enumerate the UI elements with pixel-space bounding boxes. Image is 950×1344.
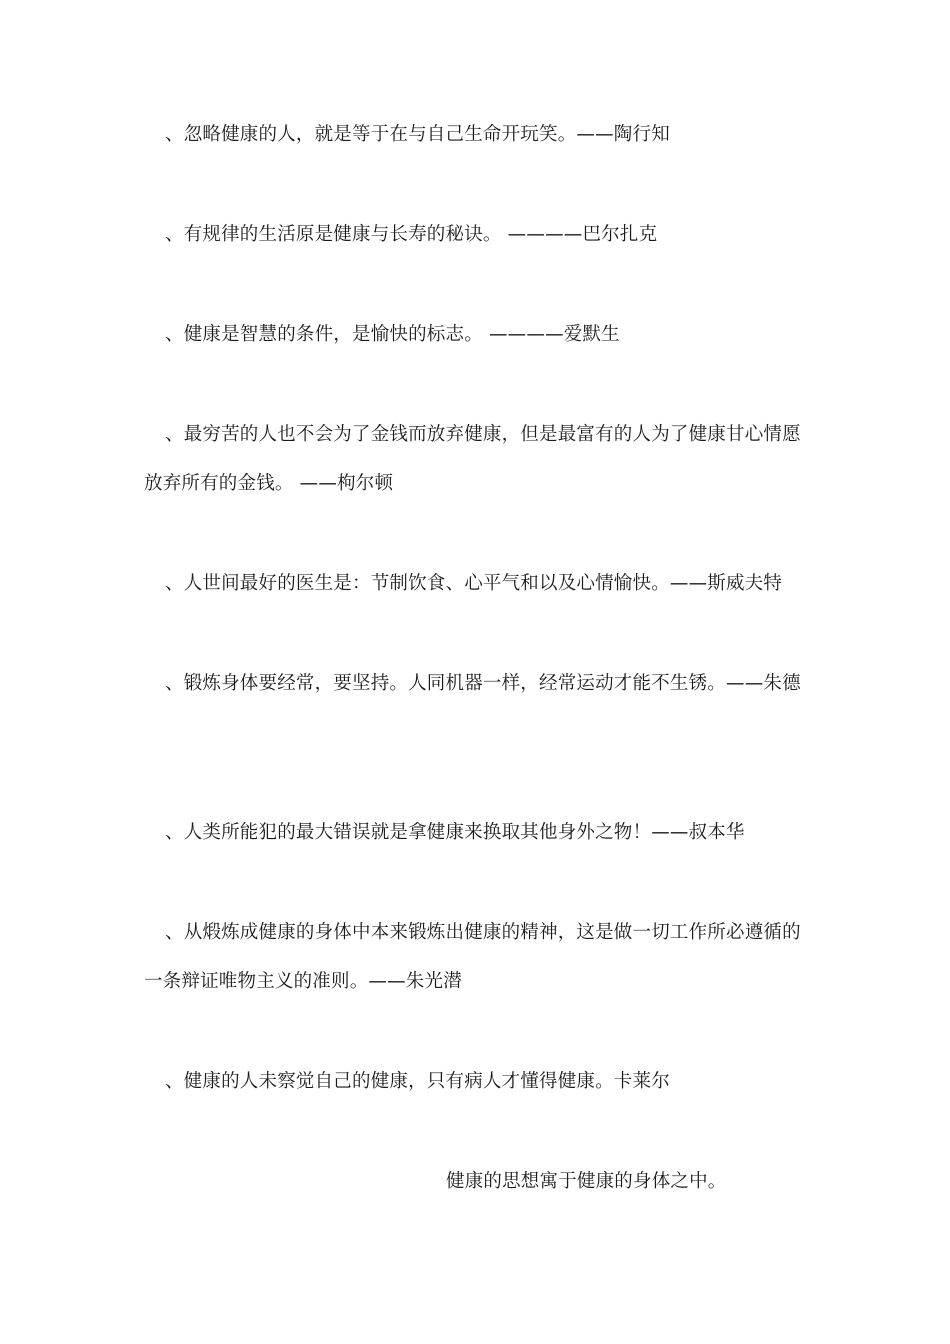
quote-2: 、有规律的生活原是健康与长寿的秘诀。 ————巴尔扎克	[165, 224, 658, 245]
quote-4: 、最穷苦的人也不会为了金钱而放弃健康，但是最富有的人为了健康甘心情愿放弃所有的金钱。 ——枸尔顿	[144, 424, 801, 494]
quote-1: 、忽略健康的人，就是等于在与自己生命开玩笑。——陶行知	[165, 124, 670, 145]
closing-line: 健康的思想寓于健康的身体之中。	[446, 1171, 727, 1192]
quote-8: 、从煅炼成健康的身体中本来锻炼出健康的精神，这是做一切工作所必遵循的一条辩证唯物主义的准则。——朱光潜	[144, 922, 801, 992]
quote-9: 、健康的人未察觉自己的健康，只有病人才懂得健康。卡莱尔	[165, 1071, 670, 1092]
quote-5: 、人世间最好的医生是：节制饮食、心平气和以及心情愉快。——斯威夫特	[165, 573, 783, 594]
quote-7: 、人类所能犯的最大错误就是拿健康来换取其他身外之物！——叔本华	[165, 822, 745, 843]
quote-6: 、锻炼身体要经常，要坚持。人同机器一样，经常运动才能不生锈。——朱德	[165, 673, 801, 694]
quote-3: 、健康是智慧的条件，是愉快的标志。 ————爱默生	[165, 324, 620, 345]
